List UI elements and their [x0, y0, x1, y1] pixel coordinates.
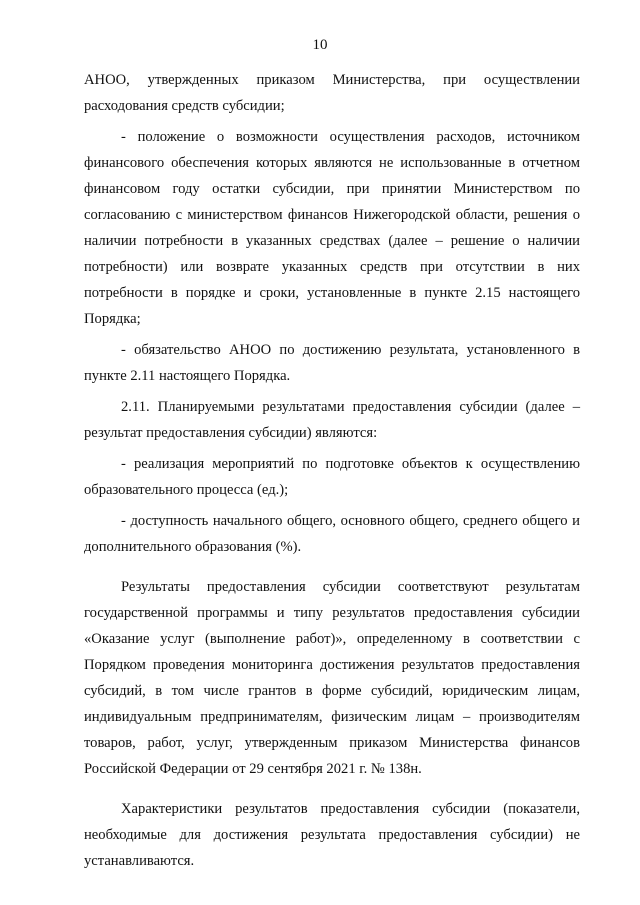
paragraph-7: Результаты предоставления субсидии соответствуют результатам государственной программы и типу результатов предоставления субсидии «Оказание услуг (выполнение работ)», определенному в соответствии с Порядком проведения мониторинга достижения результатов предоставления субсидий, в том числе грантов в форме субсидий, юридическим лицам, индивидуальным предпринимателям, физическим лицам – производителям товаров, работ, услуг, утвержденным приказом Министерства финансов Российской Федерации от 29 сентября 2021 г. № 138н.	[84, 579, 580, 777]
paragraph-8: Характеристики результатов предоставления субсидии (показатели, необходимые для достижения результата предоставления субсидии) не устанавливаются.	[84, 801, 580, 869]
paragraph-6: - доступность начального общего, основного общего, среднего общего и дополнительного образования (%).	[84, 513, 580, 555]
paragraph-4: 2.11. Планируемыми результатами предоставления субсидии (далее – результат предоставления субсидии) являются:	[84, 399, 580, 441]
page-number: 10	[312, 37, 328, 53]
paragraph-2: - положение о возможности осуществления расходов, источником финансового обеспечения которых являются не использованные в отчетном финансовом году остатки субсидии, при принятии Министерством по согласованию с министерством финансов Нижегородской области, решения о наличии потребности в указанных средствах (далее – решение о наличии потребности) или возврате указанных средств при отсутствии в них потребности в порядке и сроки, установленные в пункте 2.15 настоящего Порядка;	[84, 129, 580, 327]
paragraph-3: - обязательство АНОО по достижению результата, установленного в пункте 2.11 настоящего Порядка.	[84, 342, 580, 384]
document-body	[84, 67, 580, 874]
paragraph-1: АНОО, утвержденных приказом Министерства, при осуществлении расходования средств субсидии;	[84, 72, 580, 114]
paragraph-5: - реализация мероприятий по подготовке объектов к осуществлению образовательного процесса (ед.);	[84, 456, 580, 498]
